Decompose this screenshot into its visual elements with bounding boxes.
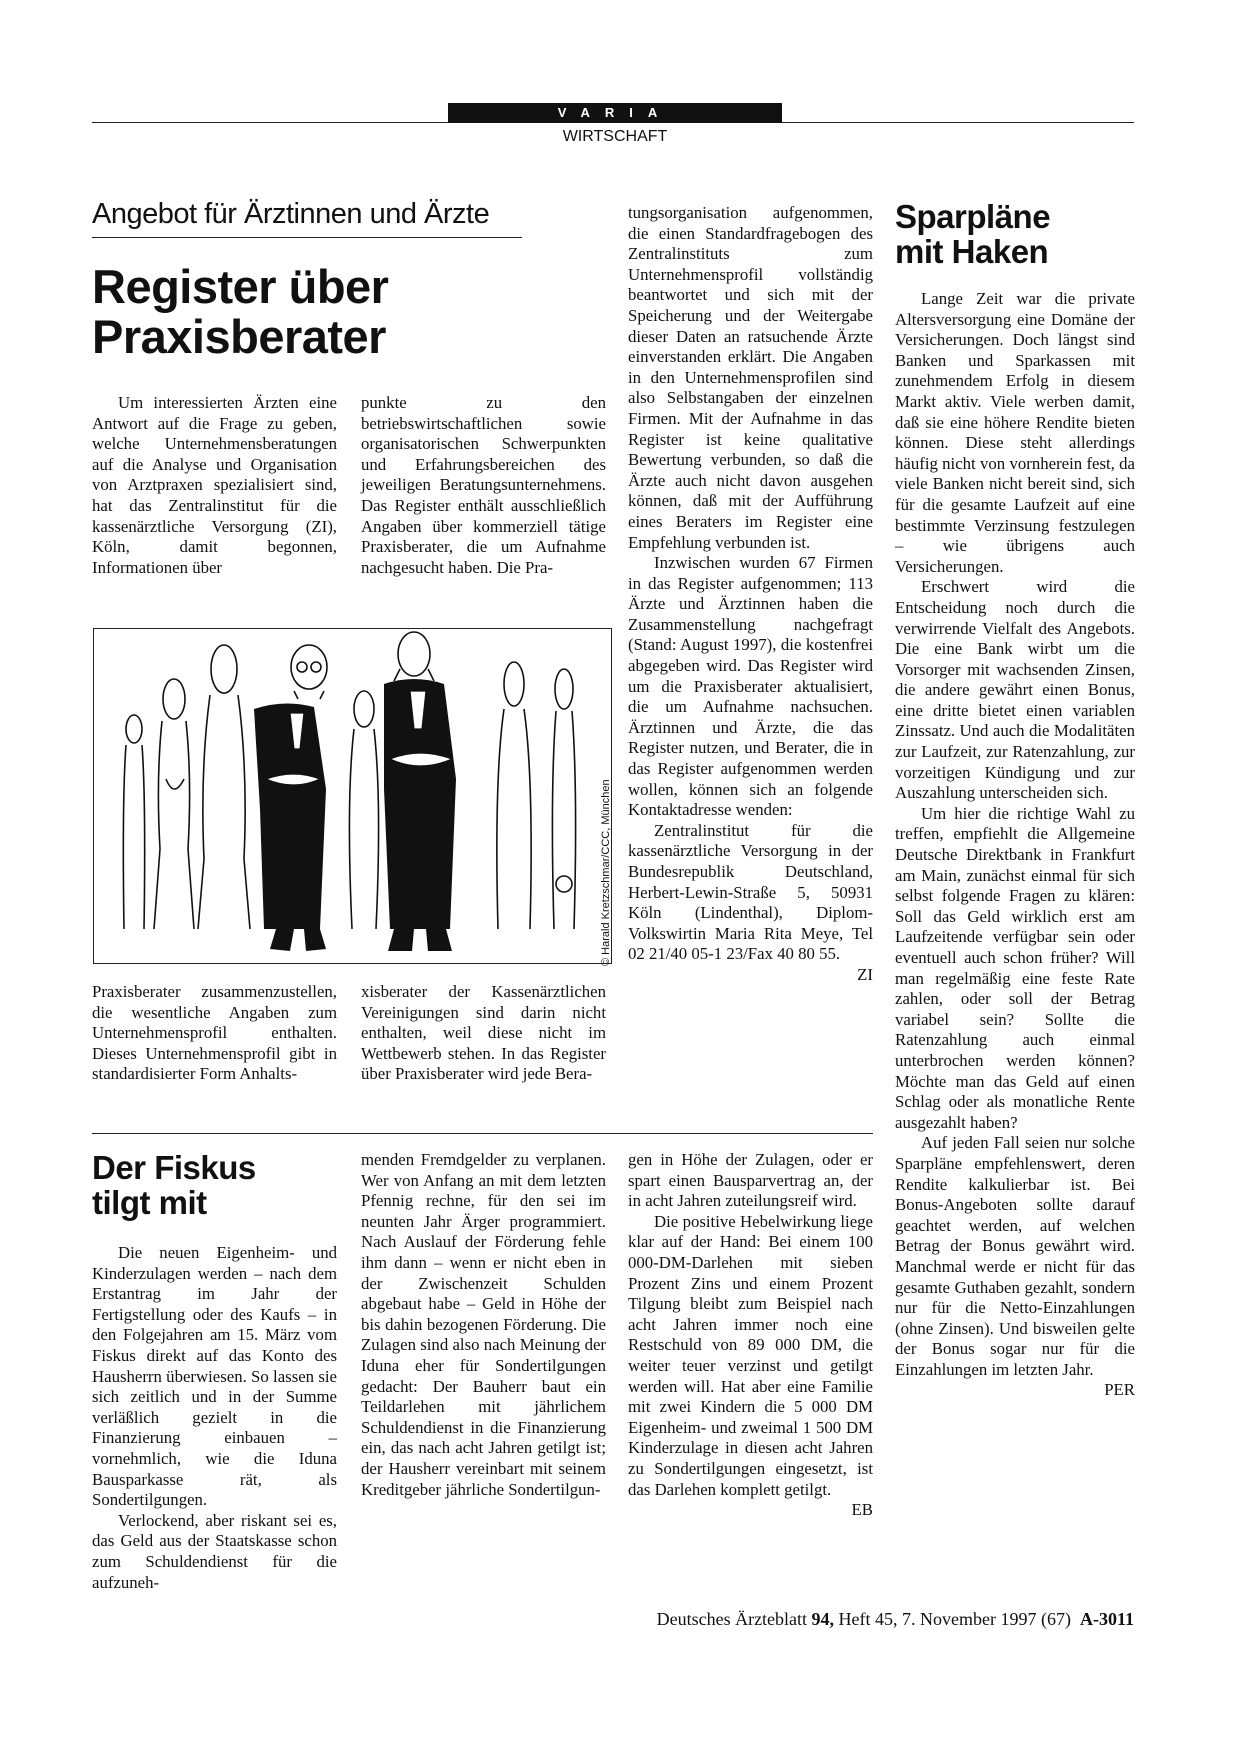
article1-col2-top (361, 393, 606, 578)
article3-paragraph: Lange Zeit war die private Altersversorgung eine Domäne der Versicherungen. Doch längst sind Banken und Sparkassen mit zunehmendem Erfolg in diesem Markt aktiv. Viele werben damit, daß sie eine höhere Rendite bieten können. Diese steht allerdings häufig nicht von vornherein fest, da viele Banken nicht bereit sind, sich für die gesamte Laufzeit auf eine bestimmte Verzinsung festzulegen – wie übrigens auch Versicherungen. (895, 289, 1135, 576)
page-footer (560, 1609, 1134, 1630)
article1-title (92, 262, 522, 362)
article2-paragraph: gen in Höhe der Zulagen, oder er spart einen Bausparvertrag an, der in acht Jahren zuteilungsreif wird. (628, 1150, 873, 1211)
article-divider (92, 1133, 873, 1134)
article1-col1-bottom (92, 982, 337, 1085)
article1-col1-top (92, 393, 337, 578)
article1-paragraph: punkte zu den betriebswirtschaftlichen sowie organisatorischen Schwerpunkten und Erfahrungsbereichen des jeweiligen Beratungsunternehmens. Das Register enthält ausschließlich Angaben über kommerziell tätige Praxisberater, die um Aufnahme nachgesucht haben. Die Pra- (361, 393, 606, 577)
article1-col2-bottom (361, 982, 606, 1085)
article2-paragraph: menden Fremdgelder zu verplanen. Wer von Anfang an mit dem letzten Pfennig rechne, für den sei im neunten Jahr Ärger programmiert. Nach Auslauf der Förderung fehle ihm dann – wenn er nicht eben in der Zwischenzeit Schulden abgebaut habe – Geld in Höhe der bis dahin bezogenen Förderung. Die Zulagen sind also nach Meinung der Iduna eher für Sondertilgungen gedacht: Der Bauherr baut ein Teildarlehen mit jährlichem Schuldendienst in die Finanzierung ein, das nach acht Jahren getilgt ist; der Hausherr vereinbart mit seinem Kreditgeber jährliche Sondertilgun- (361, 1150, 606, 1499)
footer-issue: Heft 45, 7. November 1997 (67) (838, 1609, 1071, 1629)
varia-banner: VARIA (448, 103, 782, 123)
image-credit-box (596, 772, 616, 968)
article1-paragraph: Praxisberater zusammenzustellen, die wesentliche Angaben zum Unternehmensprofil enthalten. Dieses Unternehmensprofil gibt in standardisierter Form Anhalts- (92, 982, 337, 1084)
footer-journal: Deutsches Ärzteblatt (656, 1609, 808, 1629)
businessmen-cartoon-drawing (94, 629, 611, 963)
article2-col2 (361, 1150, 606, 1500)
article2-signature: EB (851, 1500, 873, 1520)
article2-title (92, 1150, 342, 1220)
article3-paragraph: Erschwert wird die Entscheidung noch durch die verwirrende Vielfalt des Angebots. Die eine Bank wirbt um die Vorsorger mit wachsenden Zinsen, die andere gewährt einen Bonus, eine dritte bietet einen variablen Zinssatz. Und auch die Modalitäten zur Laufzeit, zur Ratenzahlung, zur vorzeitigen Kündigung und zur Auszahlung unterscheiden sich. (895, 577, 1135, 803)
article2-title-line1: Der Fiskus (92, 1149, 256, 1186)
article1-paragraph: xisberater der Kassenärztlichen Vereinigungen sind darin nicht enthalten, weil diese nicht im Wettbewerb stehen. In das Register über Praxisberater wird jede Bera- (361, 982, 606, 1084)
article1-paragraph: tungsorganisation aufgenommen, die einen Standardfragebogen des Zentralinstituts zum Unternehmensprofil vollständig beantwortet und sich mit der Speicherung und der Weitergabe dieser Daten an ratsuchende Ärzte einverstanden erklärt. Die Angaben in den Unternehmensprofilen sind also Selbstangaben der einzelnen Firmen. Mit der Aufnahme in das Register ist keine qualitative Bewertung verbunden, so daß die Ärzte auch nicht davon ausgehen können, daß mit der Aufführung eines Beraters im Register eine Empfehlung verbunden ist. (628, 203, 873, 552)
article3-column (895, 289, 1135, 1401)
article3-signature: PER (1104, 1380, 1135, 1400)
article1-paragraph: Inzwischen wurden 67 Firmen in das Register aufgenommen; 113 Ärzte und Ärztinnen haben die Zusammenstellung nachgefragt (Stand: August 1997), die kostenfrei abgegeben wird. Das Register wird um die Praxisberater aktualisiert, die um Aufnahme nachsuchen. Ärztinnen und Ärzte, die das Register nutzen, und Berater, die in das Register aufgenommen werden wollen, können sich an folgende Kontaktadresse wenden: (628, 553, 873, 820)
article2-paragraph: Verlockend, aber riskant sei es, das Geld aus der Staatskasse schon zum Schuldendienst für die aufzuneh- (92, 1510, 337, 1592)
article3-paragraph: Um hier die richtige Wahl zu treffen, empfiehlt die Allgemeine Deutsche Direktbank in Frankfurt am Main, zunächst einmal für sich selbst folgende Fragen zu klären: Soll das Geld wirklich erst am Laufzeitende verfügbar sein oder eventuell auch schon früher? Will man regelmäßig eine feste Rate zahlen, oder soll der Betrag variabel sein? Sollte die Ratenzahlung auch einmal unterbrochen werden können? Möchte man das Geld auf einen Schlag oder als monatliche Rente ausgezahlt haben? (895, 803, 1135, 1132)
article3-paragraph: Auf jeden Fall seien nur solche Sparpläne empfehlenswert, deren Rendite kalkulierbar ist. Bei Bonus-Angeboten sollte darauf geachtet werden, auf welchen Betrag der Bonus gewährt wird. Manchmal werde er nicht für das gesamte Guthaben gezahlt, sondern nur für die Netto-Einzahlungen (ohne Zinsen). Und bisweilen gelte der Bonus sogar nur für die Einzahlungen im letzten Jahr. (895, 1133, 1135, 1379)
article2-col1 (92, 1243, 337, 1593)
article1-paragraph: Um interessierten Ärzten eine Antwort auf die Frage zu geben, welche Unternehmensberatungen auf die Analyse und Organisation von Arztpraxen spezialisiert sind, hat das Zentralinstitut für die kassenärztliche Versorgung (ZI), Köln, damit begonnen, Informationen über (92, 393, 337, 577)
article3-title-line1: Sparpläne (895, 198, 1051, 235)
footer-page-number: A-3011 (1080, 1609, 1134, 1629)
article3-title-line2: mit Haken (895, 233, 1049, 270)
article1-signature: ZI (857, 964, 873, 984)
article1-title-line1: Register über (92, 260, 389, 313)
article1-paragraph: Zentralinstitut für die kassenärztliche Versorgung in der Bundesrepublik Deutschland, Herbert-Lewin-Straße 5, 50931 Köln (Lindenthal), Diplom-Volkswirtin Maria Rita Meye, Tel 02 21/40 05-1 23/Fax 40 80 55. (628, 820, 873, 964)
article3-title (895, 199, 1135, 269)
article1-title-line2: Praxisberater (92, 310, 386, 363)
section-label: WIRTSCHAFT (562, 128, 668, 145)
article2-title-line2: tilgt mit (92, 1184, 207, 1221)
article2-paragraph: Die neuen Eigenheim- und Kinderzulagen werden – nach dem Erstantrag im Jahr der Fertigstellung oder des Kaufs – in den Folgejahren am 15. März vom Fiskus direkt auf das Konto des Hausherrn überwiesen. So lassen sie sich zeitlich und in der Summe verläßlich gezielt in die Finanzierung einbauen – vornehmlich, wie die Iduna Bausparkasse rät, als Sondertilgungen. (92, 1243, 337, 1510)
article2-paragraph: Die positive Hebelwirkung liege klar auf der Hand: Bei einem 100 000-DM-Darlehen mit sieben Prozent Zins und einem Prozent Tilgung bleibt zum Beispiel nach acht Jahren immer noch eine Restschuld von 89 000 DM, die weiter teuer verzinst und getilgt werden will. Hat aber eine Familie mit zwei Kindern die 5 000 DM Eigenheim- und zweimal 1 500 DM Kinderzulage in diesen acht Jahren zu Sondertilgungen eingesetzt, ist das Darlehen komplett getilgt. (628, 1211, 873, 1499)
image-credit: © Harald Kretzschmar/CCC, München (600, 779, 612, 966)
cartoon-illustration (93, 628, 612, 964)
article1-col3 (628, 203, 873, 986)
article1-kicker: Angebot für Ärztinnen und Ärzte (92, 198, 522, 238)
article2-col3 (628, 1150, 873, 1521)
footer-volume: 94, (811, 1609, 835, 1629)
